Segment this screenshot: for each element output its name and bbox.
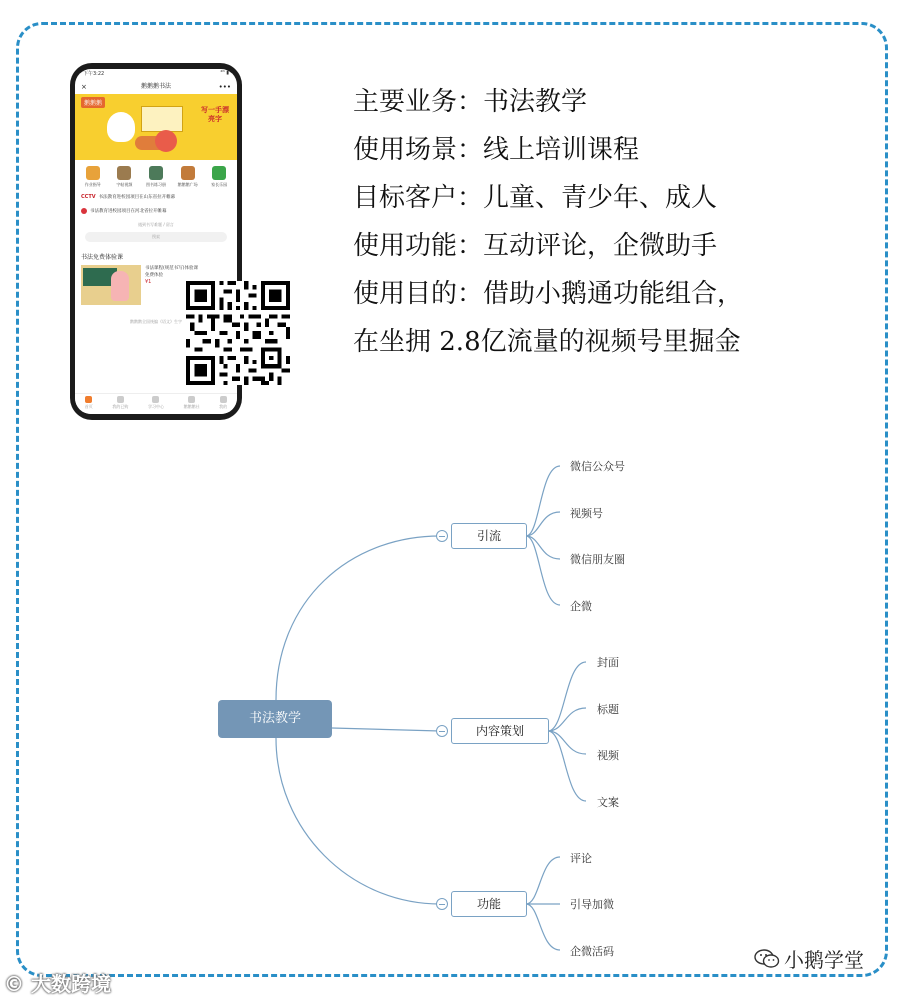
news-text: 书法教育进校园项目在河北省拉开帷幕 — [90, 209, 167, 214]
leaf-node[interactable]: 视频号 — [570, 507, 603, 520]
feature-label: 图书练习册 — [145, 182, 166, 187]
bottom-tip: 鹅鹅鹅全国统编《语文》生字 — [130, 319, 182, 324]
connector-leaf — [526, 857, 560, 904]
leaf-node[interactable]: 企微活码 — [570, 945, 614, 958]
tab-label: 我的已购 — [112, 404, 129, 409]
info-purpose-cont: 在坐拥 2.8亿流量的视频号里掘金 — [353, 327, 741, 357]
mindmap-root[interactable]: 书法教学 — [218, 700, 332, 738]
branch-content-planning[interactable]: 内容策划 — [451, 718, 549, 744]
leaf-node[interactable]: 引导加微 — [570, 898, 614, 911]
course-title: 书法课程(规范书写)体验课 — [145, 266, 199, 271]
search-input[interactable]: 搜索 — [85, 232, 227, 242]
status-time: 下午3:22 — [83, 71, 105, 77]
feature-label: 作业指导 — [84, 182, 101, 187]
connector-root-gongneng — [276, 738, 440, 904]
leaf-node[interactable]: 视频 — [597, 749, 619, 762]
collapse-icon[interactable] — [436, 898, 448, 910]
collapse-icon[interactable] — [436, 530, 448, 542]
leaf-node[interactable]: 文案 — [597, 796, 619, 809]
tab-label: 我的 — [219, 404, 228, 409]
wechat-icon — [754, 949, 780, 969]
section-title: 书法免费体验课 — [81, 254, 124, 261]
connector-leaf — [526, 904, 560, 950]
connector-leaf — [548, 662, 586, 731]
leaf-node[interactable]: 标题 — [597, 703, 619, 716]
banner-slogan: 写一手漂亮字 — [201, 106, 229, 123]
connector-root-content — [332, 728, 440, 731]
info-main-business: 主要业务：书法教学 — [353, 87, 588, 117]
leaf-node[interactable]: 微信公众号 — [570, 460, 625, 473]
brand-logo: 鹅鹅鹅 — [81, 97, 105, 108]
more-icon[interactable]: ••• — [218, 83, 231, 91]
connector-leaf — [526, 466, 560, 536]
info-purpose: 使用目的：借助小鹅通功能组合， — [353, 279, 744, 309]
connector-leaf — [548, 731, 586, 801]
watermark-right — [754, 944, 864, 973]
branch-gongneng[interactable]: 功能 — [451, 891, 527, 917]
status-icons: ⁴ᴳ ▮ — [220, 70, 229, 76]
tab-label: 鹅鹅鹅社 — [183, 404, 200, 409]
info-scenario: 使用场景：线上培训课程 — [353, 135, 640, 165]
tab-label: 学习中心 — [147, 404, 164, 409]
course-sub: 免费体验 — [145, 273, 163, 278]
cctv-logo: CCTV — [81, 194, 96, 200]
leaf-node[interactable]: 封面 — [597, 656, 619, 669]
close-icon[interactable]: × — [81, 83, 87, 91]
connector-root-yinliu — [276, 536, 440, 700]
watermark-left: © 大数跨境 — [4, 972, 111, 996]
collapse-icon[interactable] — [436, 725, 448, 737]
branch-yinliu[interactable]: 引流 — [451, 523, 527, 549]
connector-leaf — [526, 536, 560, 605]
info-target-customers: 目标客户：儿童、青少年、成人 — [353, 183, 718, 213]
ask-link[interactable]: 遇到书写难题 / 留言 — [138, 222, 174, 227]
app-title: 鹅鹅鹅书法 — [140, 83, 171, 90]
info-features: 使用功能：互动评论，企微助手 — [353, 231, 718, 261]
feature-label: 鹅鹅鹅广场 — [177, 182, 198, 187]
feature-label: 字帖视频 — [116, 182, 133, 187]
watermark-right-text: 小鹅学堂 — [784, 948, 864, 972]
feature-label: 家长乐园 — [211, 182, 228, 187]
leaf-node[interactable]: 微信朋友圈 — [570, 553, 625, 566]
news-text: 书法教育进校园项目在山东省拉开帷幕 — [98, 195, 176, 200]
tab-label: 首页 — [84, 404, 93, 409]
course-price: ¥1 — [145, 279, 152, 285]
leaf-node[interactable]: 评论 — [570, 852, 592, 865]
leaf-node[interactable]: 企微 — [570, 600, 592, 613]
